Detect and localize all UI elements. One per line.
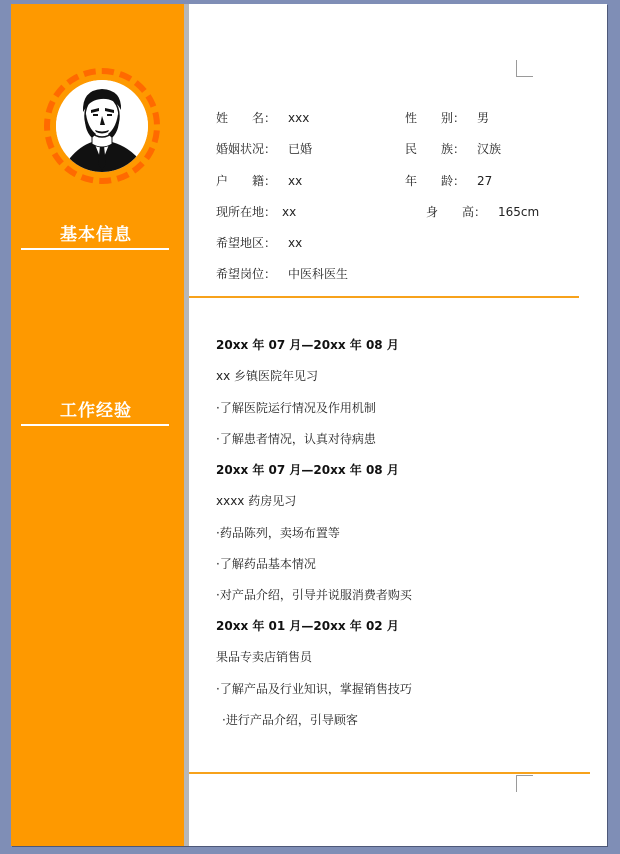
work-section-divider [189,772,590,774]
gender-row [405,109,489,126]
avatar-frame [44,68,160,184]
work-item: ·了解医院运行情况及作用机制 [216,401,376,415]
height-label: 身 高： [426,205,487,219]
name-value: xxx [288,111,310,125]
portrait-silhouette-icon [56,80,148,172]
ethnicity-label: 民 族： [405,142,466,156]
age-label: 年 龄： [405,174,466,188]
work-item: ·进行产品介绍，引导顾客 [222,713,358,727]
height-row [426,203,539,220]
work-place-2: xxxx 药房见习 [216,494,297,508]
crop-mark-bottom [516,775,533,792]
crop-mark-top [516,60,533,77]
name-row [216,109,309,126]
sidebar [11,4,184,846]
marital-row [216,140,312,157]
desired-position-label: 希望岗位： [216,267,277,281]
work-experience-divider [21,424,169,426]
desired-region-row [216,234,302,251]
work-item: ·了解产品及行业知识，掌握销售技巧 [216,682,412,696]
gender-label: 性 别： [405,111,466,125]
name-label: 姓 名： [216,111,277,125]
age-row [405,172,492,189]
hukou-row [216,172,302,189]
resume-page [11,4,607,846]
desired-region-value: xx [288,236,303,250]
basic-info-divider [21,248,169,250]
basic-info-section-divider [189,296,579,298]
work-place-1: xx 乡镇医院年见习 [216,369,319,383]
marital-label: 婚姻状况： [216,142,277,156]
desired-position-value: 中医科医生 [288,267,349,281]
age-value: 27 [477,174,493,188]
work-period-1: 20xx 年 07 月—20xx 年 08 月 [216,338,399,352]
work-item: ·了解患者情况，认真对待病患 [216,432,376,446]
work-period-3: 20xx 年 01 月—20xx 年 02 月 [216,619,399,633]
hukou-value: xx [288,174,303,188]
height-value: 165cm [498,205,540,219]
sidebar-edge [184,4,189,846]
basic-info-heading: 基本信息 [60,225,132,245]
work-period-2: 20xx 年 07 月—20xx 年 08 月 [216,463,399,477]
desired-position-row [216,265,348,282]
work-item: ·药品陈列，卖场布置等 [216,526,340,540]
desired-region-label: 希望地区： [216,236,277,250]
location-row [216,203,296,220]
gender-value: 男 [477,111,490,125]
location-label: 现所在地： [216,205,277,219]
marital-value: 已婚 [288,142,313,156]
work-item: ·对产品介绍，引导并说服消费者购买 [216,588,412,602]
work-place-3: 果品专卖店销售员 [216,650,313,664]
work-experience-heading: 工作经验 [60,401,132,421]
avatar [56,80,148,172]
hukou-label: 户 籍： [216,174,277,188]
work-item: ·了解药品基本情况 [216,557,316,571]
ethnicity-value: 汉族 [477,142,502,156]
ethnicity-row [405,140,501,157]
location-value: xx [282,205,297,219]
